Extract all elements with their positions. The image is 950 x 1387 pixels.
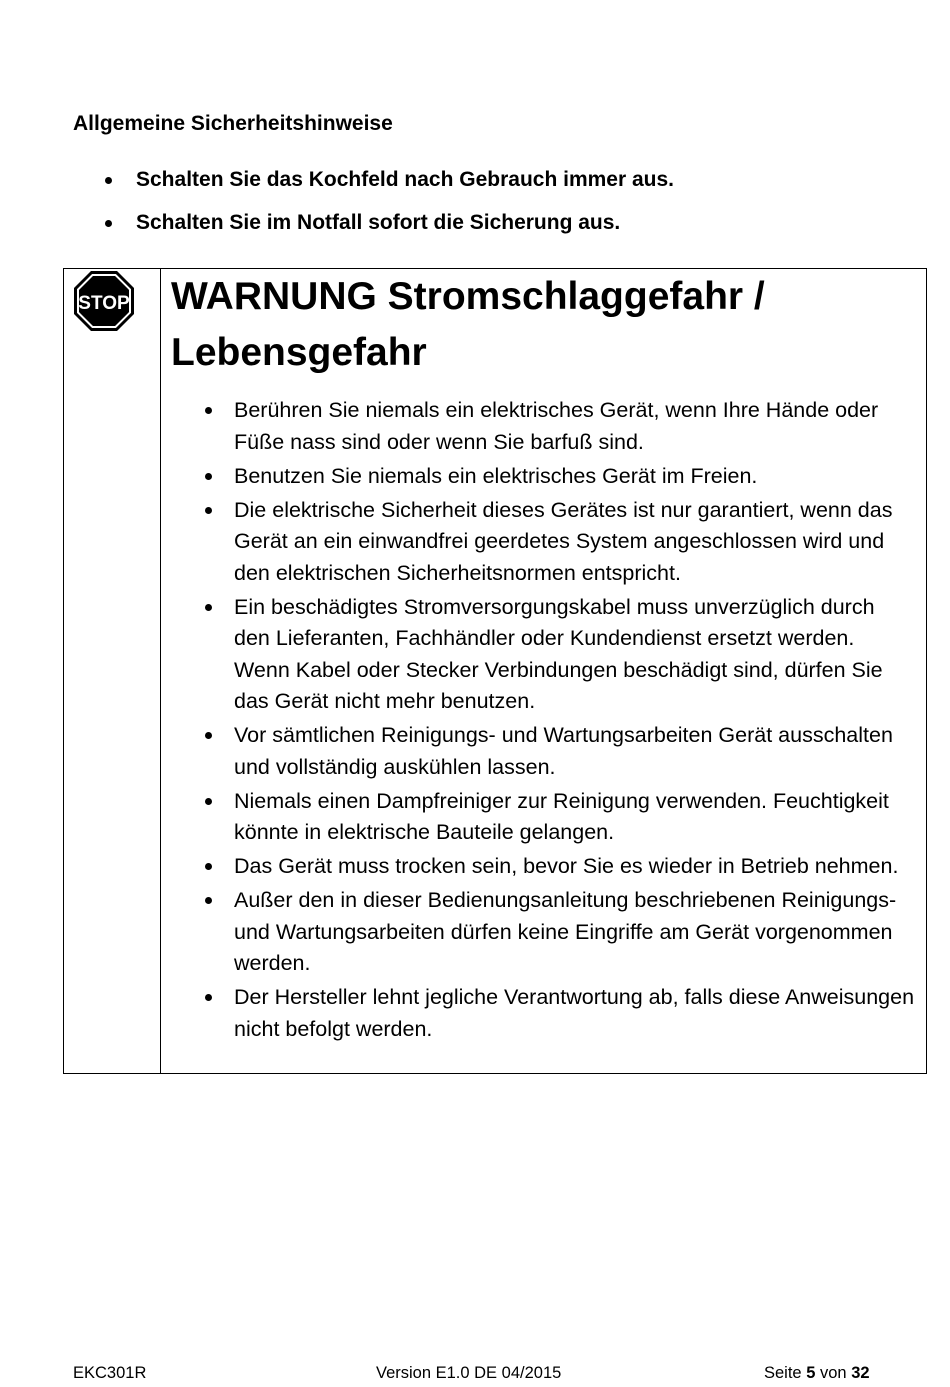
warning-title-line1: WARNUNG Stromschlaggefahr / [171,275,765,318]
list-item [171,495,916,590]
list-item-text: Benutzen Sie niemals ein elektrisches Gerät im Freien. [234,463,758,488]
warning-title-line2: Lebensgefahr [171,331,427,374]
page-current: 5 [806,1364,816,1382]
list-item [171,461,916,493]
section-title: Allgemeine Sicherheitshinweise [73,112,393,135]
bullet-icon [205,507,212,514]
bullet-icon [205,897,212,904]
list-item-text: Ein beschädigtes Stromversorgungskabel muss unverzüglich durch den Lieferanten, Fachhändler oder Kundendienst ersetzt werden. Wenn Kabel oder Stecker Verbindungen beschädigt sind, dürfen Sie das Gerät nicht mehr benutzen. [234,594,883,713]
list-item [171,720,916,783]
bullet-icon [205,407,212,414]
warning-title [171,269,916,381]
bullet-icon [205,863,212,870]
list-item [171,885,916,980]
bullet-icon [205,994,212,1001]
list-item [105,209,925,236]
list-item [171,786,916,849]
list-item [171,851,916,883]
list-item-text: Das Gerät muss trocken sein, bevor Sie es wieder in Betrieb nehmen. [234,854,899,878]
list-item [171,982,916,1045]
page-separator: von [819,1364,847,1382]
bullet-icon [105,220,112,227]
page-prefix: Seite [764,1364,802,1382]
list-item [171,592,916,718]
bullet-icon [205,473,212,480]
footer-page-number [764,1364,870,1383]
list-item-text: Die elektrische Sicherheit dieses Gerätes ist nur garantiert, wenn das Gerät an ein einwandfrei geerdetes System angeschlossen wird und den elektrischen Sicherheitsnormen entspricht. [234,497,893,585]
bullet-icon [205,798,212,805]
stop-sign-icon [73,270,135,332]
list-item-text: Vor sämtlichen Reinigungs- und Wartungsarbeiten Gerät ausschalten und vollständig auskühlen lassen. [234,723,893,779]
warning-icon-column [64,269,161,1073]
list-item-text: Schalten Sie das Kochfeld nach Gebrauch immer aus. [136,168,675,191]
bullet-icon [205,732,212,739]
footer-model: EKC301R [73,1364,147,1382]
warning-box [63,268,927,1074]
warning-list [171,395,916,1045]
list-item-text: Außer den in dieser Bedienungsanleitung beschriebenen Reinigungs- und Wartungsarbeiten dürfen keine Eingriffe am Gerät vorgenommen werden. [234,888,897,975]
general-safety-list [105,166,925,252]
bullet-icon [105,177,112,184]
list-item-text: Niemals einen Dampfreiniger zur Reinigung verwenden. Feuchtigkeit könnte in elektrische Bauteile gelangen. [234,788,889,844]
list-item-text: Schalten Sie im Notfall sofort die Sicherung aus. [136,211,621,234]
list-item [171,395,916,458]
stop-sign-text: STOP [78,293,130,314]
list-item [105,166,925,193]
list-item-text: Berühren Sie niemals ein elektrisches Gerät, wenn Ihre Hände oder Füße nass sind oder wenn Sie barfuß sind. [234,398,879,454]
list-item-text: Der Hersteller lehnt jegliche Verantwortung ab, falls diese Anweisungen nicht befolgt werden. [234,985,915,1041]
footer-version: Version E1.0 DE 04/2015 [376,1364,562,1382]
bullet-icon [205,604,212,611]
page-total: 32 [851,1364,870,1382]
warning-content [171,269,916,1048]
